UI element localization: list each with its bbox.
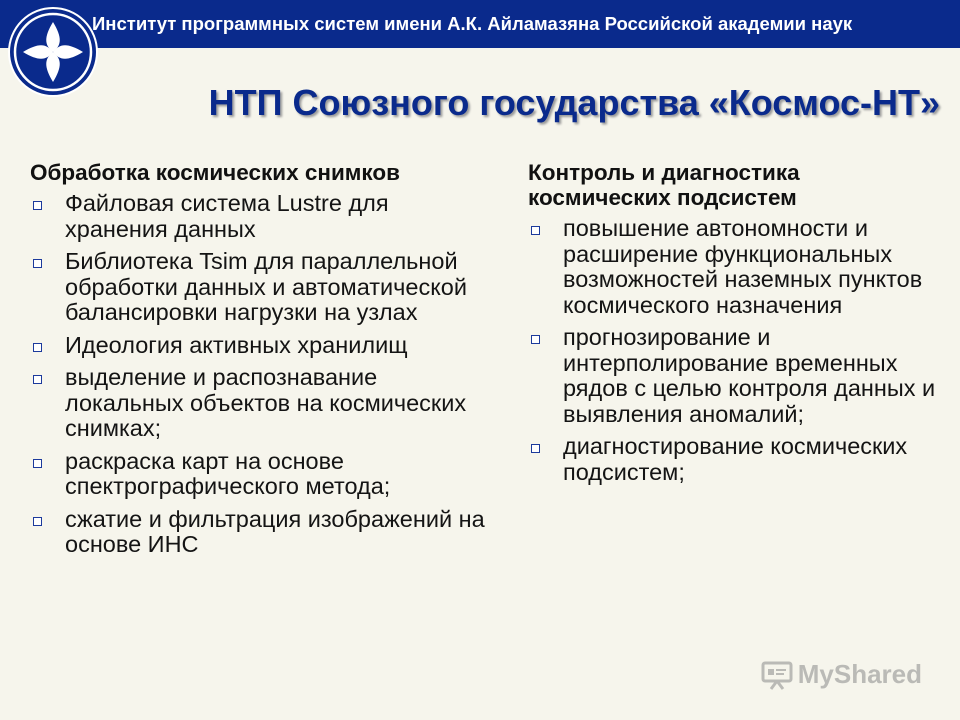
watermark-text: MyShared xyxy=(797,659,922,689)
right-column-heading: Контроль и диагностика космических подсистем xyxy=(528,160,800,210)
list-item-text: сжатие и фильтрация изображений на основе ИНС xyxy=(65,505,485,557)
list-item xyxy=(30,333,490,359)
left-column xyxy=(30,160,490,565)
list-item-text: Файловая система Lustre для хранения данных xyxy=(65,190,389,242)
list-item-text: Библиотека Tsim для параллельной обработки данных и автоматической балансировки нагрузки на узлах xyxy=(65,248,467,325)
watermark xyxy=(760,659,922,690)
list-item xyxy=(30,507,490,558)
list-item-text: выделение и распознавание локальных объектов на космических снимках; xyxy=(65,364,467,441)
square-bullet-icon xyxy=(531,335,540,344)
square-bullet-icon xyxy=(33,517,42,526)
left-column-list xyxy=(30,191,490,558)
square-bullet-icon xyxy=(531,444,540,453)
list-item xyxy=(528,216,938,318)
list-item xyxy=(30,365,490,442)
slide-title: НТП Союзного государства «Космос-НТ» xyxy=(208,82,940,123)
list-item-text: повышение автономности и расширение функциональных возможностей наземных пунктов космического назначения xyxy=(563,215,923,318)
left-column-heading: Обработка космических снимков xyxy=(30,160,400,185)
square-bullet-icon xyxy=(33,259,42,268)
right-column-list xyxy=(528,216,938,485)
list-item xyxy=(30,191,490,242)
list-item xyxy=(30,249,490,326)
institute-name: Институт программных систем имени А.К. Айламазяна Российской академии наук xyxy=(92,13,853,34)
list-item xyxy=(30,449,490,500)
square-bullet-icon xyxy=(33,459,42,468)
list-item-text: диагностирование космических подсистем; xyxy=(563,433,908,485)
list-item-text: раскраска карт на основе спектрографического метода; xyxy=(65,447,391,499)
list-item xyxy=(528,325,938,427)
list-item-text: Идеология активных хранилищ xyxy=(65,331,408,358)
square-bullet-icon xyxy=(33,375,42,384)
square-bullet-icon xyxy=(33,201,42,210)
presentation-icon xyxy=(760,660,794,690)
header-bar xyxy=(0,0,960,48)
list-item-text: прогнозирование и интерполирование временных рядов с целью контроля данных и выявления аномалий; xyxy=(563,324,936,427)
right-column xyxy=(528,160,938,492)
square-bullet-icon xyxy=(531,226,540,235)
square-bullet-icon xyxy=(33,343,42,352)
institute-logo-icon xyxy=(7,6,99,98)
list-item xyxy=(528,434,938,485)
